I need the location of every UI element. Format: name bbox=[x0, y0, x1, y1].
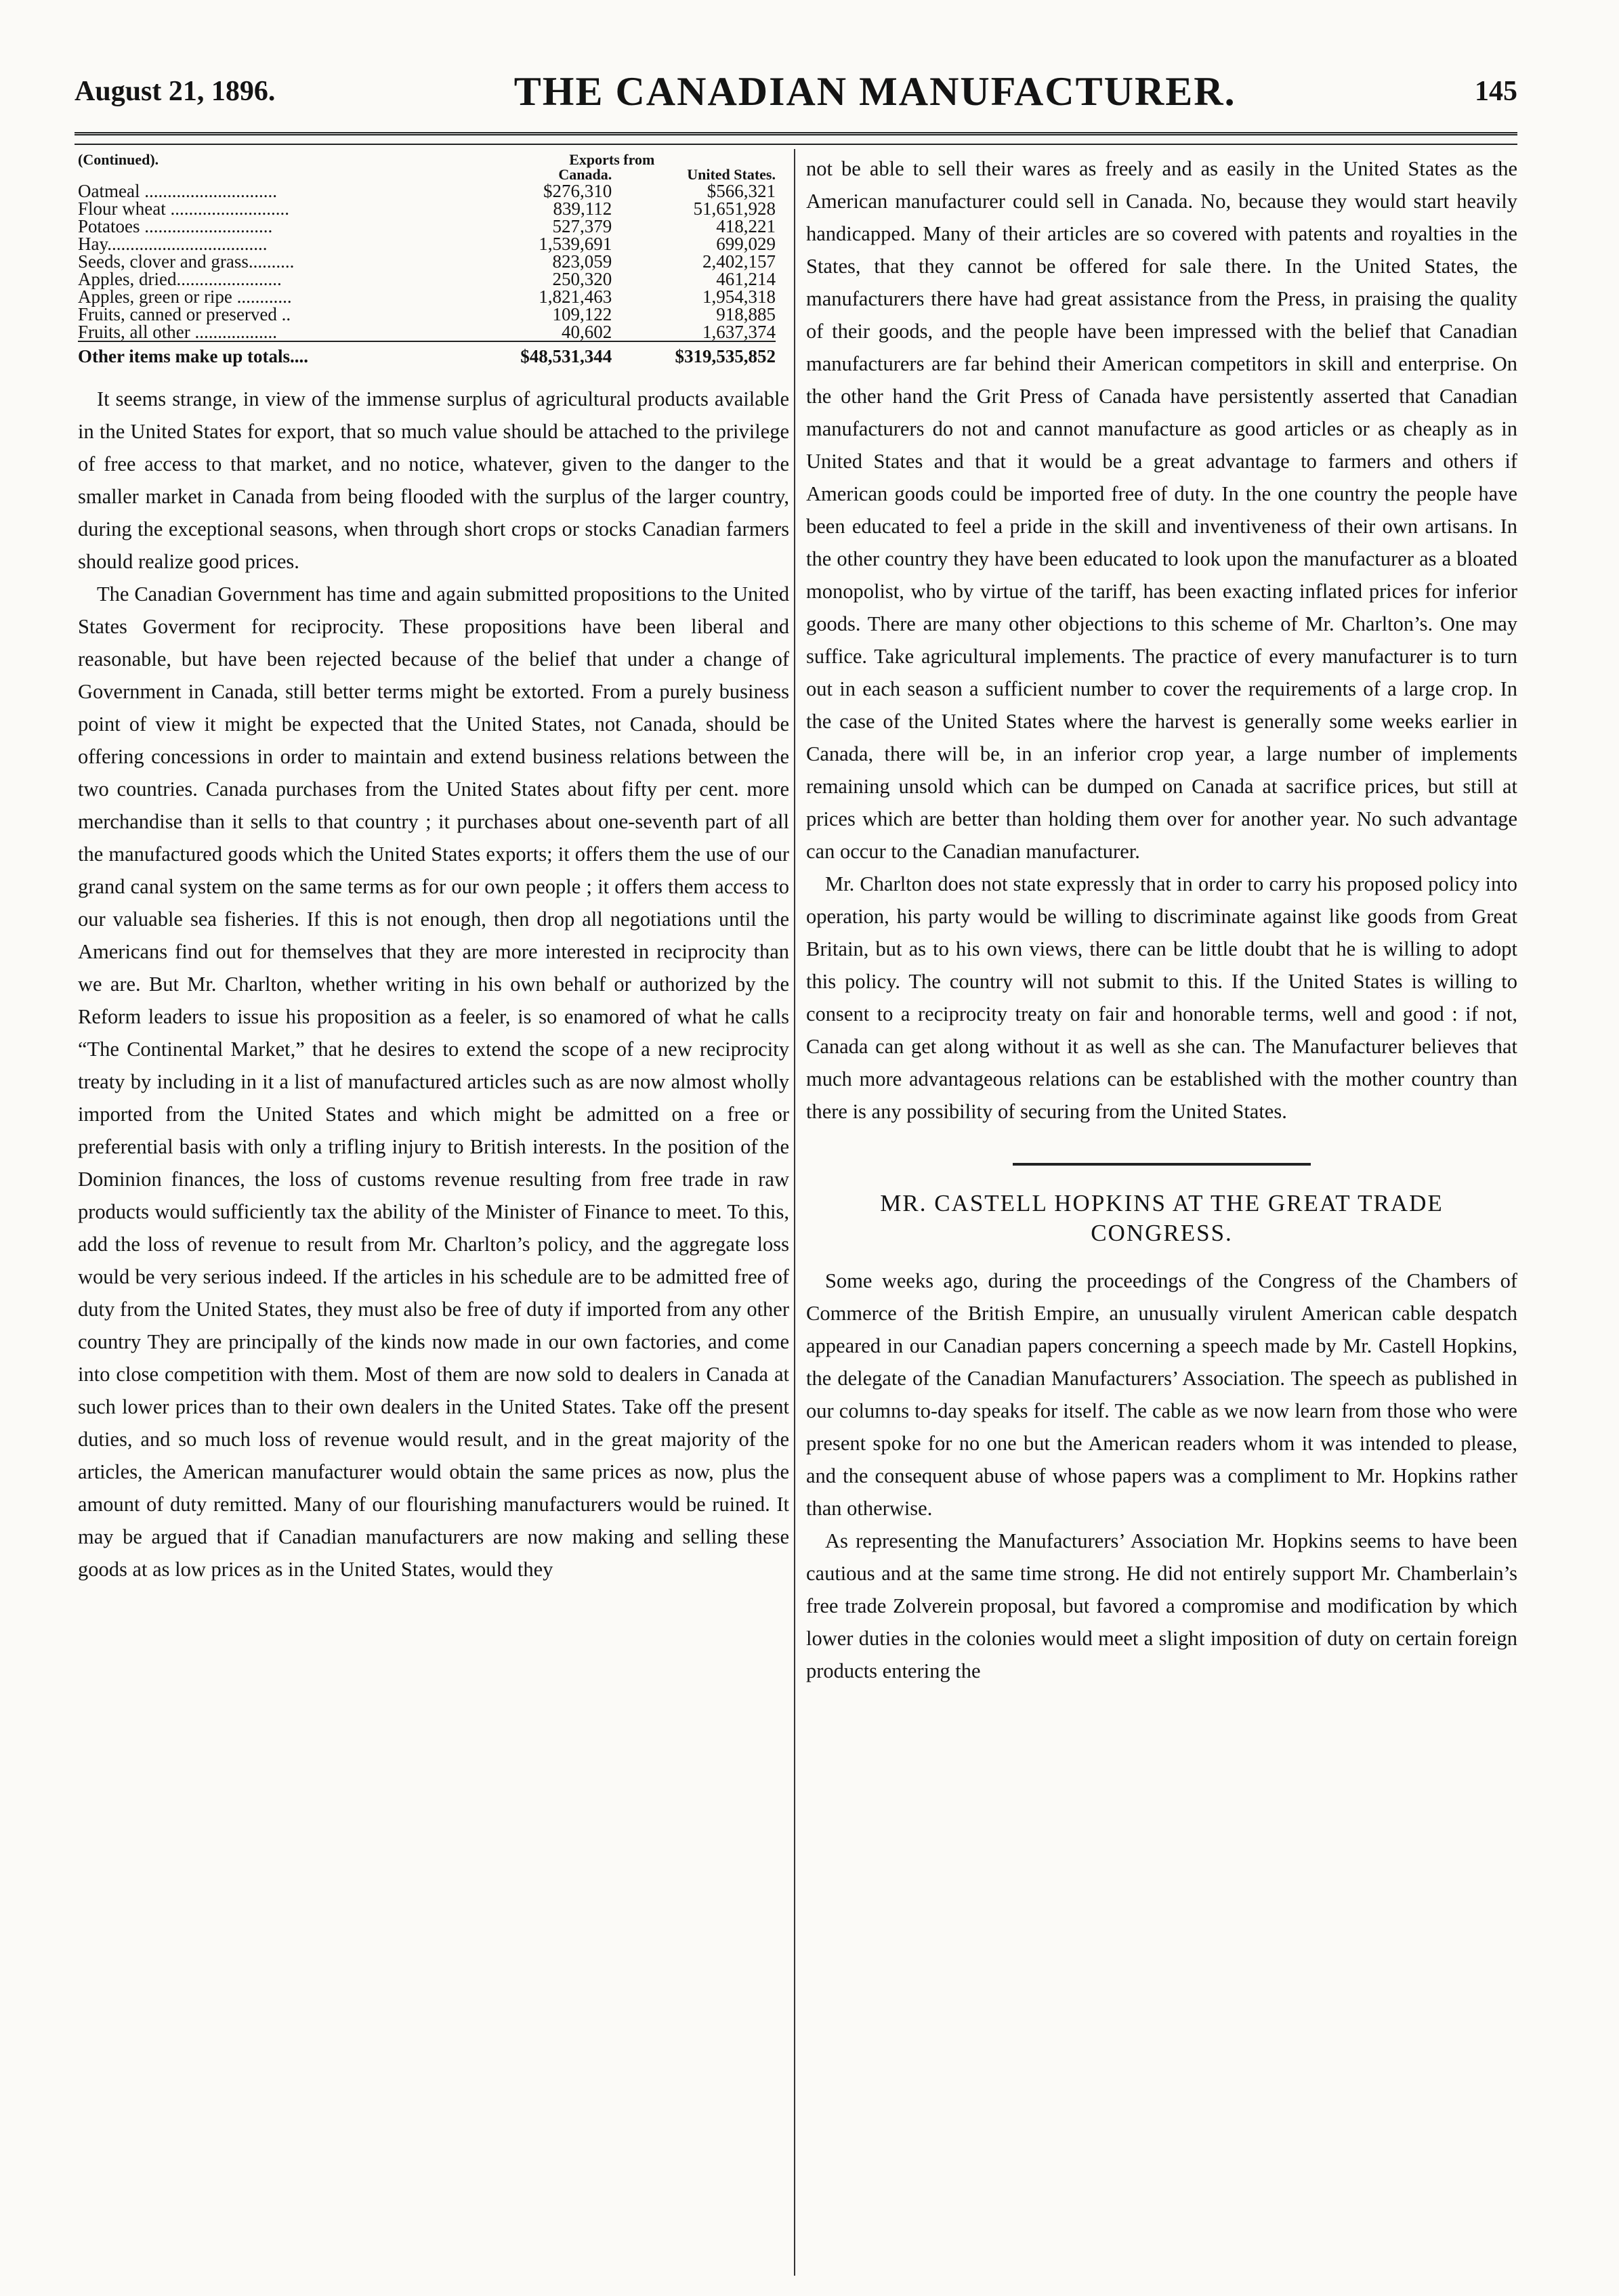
article-paragraph: As representing the Manufacturers’ Association Mr. Hopkins seems to have been cautious and at the same time strong. He did not entirely support Mr. Chamberlain’s free trade Zolverein proposal, but favored a compromise and modification by which lower duties in the colonies would meet a slight imposition of duty on certain foreign products entering the bbox=[806, 1529, 1517, 1682]
row-us-value: 51,651,928 bbox=[693, 198, 776, 219]
table-row bbox=[78, 270, 776, 288]
row-item-label: Oatmeal ............................. bbox=[78, 181, 277, 201]
row-canada-value: $276,310 bbox=[543, 181, 612, 201]
table-row bbox=[78, 235, 776, 253]
row-item-label: Hay................................... bbox=[78, 234, 268, 254]
row-us-value: 418,221 bbox=[716, 216, 776, 236]
article-headline: MR. CASTELL HOPKINS AT THE GREAT TRADE CONGRESS. bbox=[880, 1190, 1444, 1246]
table-row bbox=[78, 288, 776, 305]
row-item-label: Flour wheat .......................... bbox=[78, 198, 289, 219]
col-header-us: United States. bbox=[687, 166, 776, 183]
article-separator bbox=[1013, 1163, 1311, 1166]
totals-canada: $48,531,344 bbox=[520, 346, 612, 366]
table-row bbox=[78, 253, 776, 270]
issue-date: August 21, 1896. bbox=[75, 76, 276, 107]
table-row bbox=[78, 182, 776, 200]
row-canada-value: 1,821,463 bbox=[539, 286, 612, 307]
body-paragraph: It seems strange, in view of the immense surplus of agricultural products available in the United States for export, that so much value should be attached to the privilege of free access to that market, and no notice, whatever, given to the danger to the smaller market in Canada from being flooded with the surplus of the larger country, during the exceptional seasons, when through short crops or stocks Canadian farmers should realize good prices. bbox=[78, 387, 789, 573]
row-canada-value: 527,379 bbox=[552, 216, 612, 236]
hopkins-article-text bbox=[806, 1264, 1517, 1687]
header-double-rule bbox=[75, 132, 1517, 140]
row-item-label: Fruits, all other .................. bbox=[78, 322, 277, 342]
table-row bbox=[78, 305, 776, 323]
totals-us: $319,535,852 bbox=[675, 346, 776, 366]
body-paragraph: The Canadian Government has time and again submitted propositions to the United States Goverment for reciprocity. These propositions have been liberal and reasonable, but have been rejected because of the belief that under a change of Government in Canada, still better terms might be extorted. From a purely business point of view it might be expected that the United States, not Canada, should be offering concessions in order to maintain and extend business relations between the two countries. Canada purchases from the United States about fifty per cent. more merchandise than it sells to that country ; it purchases about one-seventh part of all the manufactured goods which the United States exports; it offers them the use of our grand canal system on the same terms as for our own people ; it offers them access to our valuable sea fisheries. If this is not enough, then drop all negotiations until the Americans find out for themselves that they are more interested in reciprocity than we are. But Mr. Charlton, whether writing in his own behalf or authorized by the Reform leaders to issue his proposition as a feeler, is so enamored of what he calls “The Continental Market,” that he desires to extend the scope of a new reciprocity treaty by including in it a list of manufactured articles such as are now almost wholly imported from the United States and which might be admitted on a free or preferential basis with only a trifling injury to British interests. In the position of the Dominion finances, the loss of customs revenue resulting from free trade in raw products would sufficiently tax the ability of the Minister of Finance to meet. To this, add the loss of revenue to result from Mr. Charlton’s policy, and the aggregate loss would be very serious indeed. If the articles in his schedule are to be admitted free of duty from the United States, they must also be free of duty if imported from any other country They are principally of the kinds now made in our own factories, and come into close competition with them. Most of them are now sold to dealers in Canada at such lower prices than to their own dealers in the United States. Take off the present duties, and so much loss of revenue would result, and in the great majority of the articles, the American manufacturer would obtain the same prices as now, plus the amount of duty remitted. Many of our flourishing manufacturers would be ruined. It may be argued that if Canadian manufacturers are now making and selling these goods at as low prices as in the United States, would they bbox=[78, 582, 789, 1581]
table-continued-label: (Continued). bbox=[78, 151, 159, 168]
table-row bbox=[78, 323, 776, 341]
page-header bbox=[75, 64, 1517, 119]
row-canada-value: 40,602 bbox=[562, 322, 612, 342]
row-item-label: Seeds, clover and grass.......... bbox=[78, 251, 295, 272]
table-group-heading: Exports from bbox=[569, 151, 655, 168]
body-paragraph: not be able to sell their wares as freely and as easily in the United States as the American manufacturer could sell in Canada. No, because they would start heavily handicapped. Many of their articles are so covered with patents and royalties in the States, that they cannot be offered for sale there. In the United States, the manufacturers there have had great assistance from the Press, in praising the quality of their goods, and the people have been impressed with the belief that Canadian manufacturers are far behind their American competitors in skill and enterprise. On the other hand the Grit Press of Canada have persistently asserted that Canadian manufacturers do not and cannot manufacture as good articles or as cheaply as in United States and that it would be a great advantage to farmers and others if American goods could be imported free of duty. In the one country the people have been educated to feel a pride in the skill and inventiveness of their own artisans. In the other country they have been educated to look upon the manufacturer as a bloated monopolist, who by virtue of the tariff, has been exacting inflated prices for inferior goods. There are many other objections to this scheme of Mr. Charlton’s. One may suffice. Take agricultural implements. The practice of every manufacturer is to turn out in each season a sufficient number to cover the requirements of a large crop. In the case of the United States where the harvest is generally some weeks earlier in Canada, there will be, in an inferior crop year, a large number of implements remaining unsold which can be dumped on Canada at sacrifice prices, but still at prices which are better than holding them over for another year. No such advantage can occur to the Canadian manufacturer. bbox=[806, 157, 1517, 863]
row-us-value: 1,954,318 bbox=[702, 286, 776, 307]
totals-label: Other items make up totals.... bbox=[78, 346, 308, 366]
article-paragraph: Some weeks ago, during the proceedings of the Congress of the Chambers of Commerce of the British Empire, an unusually virulent American cable despatch appeared in our Canadian papers concerning a speech made by Mr. Castell Hopkins, the delegate of the Canadian Manufacturers’ Association. The speech as published in our columns to-day speaks for itself. The cable as we now learn from those who were present spoke for no one but the American readers whom it was intended to please, and the consequent abuse of whose papers was a compliment to Mr. Hopkins rather than otherwise. bbox=[806, 1269, 1517, 1520]
header-rule bbox=[75, 144, 1517, 145]
col-header-canada: Canada. bbox=[558, 166, 612, 183]
table-row bbox=[78, 217, 776, 235]
left-column bbox=[78, 152, 789, 1586]
row-us-value: $566,321 bbox=[707, 181, 776, 201]
table-row bbox=[78, 200, 776, 217]
right-column bbox=[806, 152, 1517, 1687]
row-item-label: Potatoes ............................ bbox=[78, 216, 273, 236]
row-us-value: 918,885 bbox=[716, 304, 776, 324]
row-canada-value: 839,112 bbox=[553, 198, 612, 219]
table-body bbox=[78, 182, 776, 365]
totals-row bbox=[78, 342, 776, 365]
left-article-text bbox=[78, 383, 789, 1586]
row-canada-value: 823,059 bbox=[552, 251, 612, 272]
row-canada-value: 1,539,691 bbox=[539, 234, 612, 254]
row-item-label: Apples, dried....................... bbox=[78, 269, 282, 289]
row-canada-value: 109,122 bbox=[552, 304, 612, 324]
row-item-label: Apples, green or ripe ............ bbox=[78, 286, 292, 307]
row-canada-value: 250,320 bbox=[552, 269, 612, 289]
row-us-value: 699,029 bbox=[716, 234, 776, 254]
row-item-label: Fruits, canned or preserved .. bbox=[78, 304, 291, 324]
body-paragraph: Mr. Charlton does not state expressly that in order to carry his proposed policy into operation, his party would be willing to discriminate against like goods from Great Britain, but as to his own views, there can be little doubt that he is willing to adopt this policy. The country will not submit to this. If the United States is willing to consent to a reciprocity treaty on fair and honorable terms, well and good : if not, Canada can get along without it as well as she can. The Manufacturer believes that much more advantageous relations can be established with the mother country than there is any possibility of securing from the United States. bbox=[806, 872, 1517, 1123]
page-number: 145 bbox=[1475, 76, 1517, 107]
exports-table bbox=[78, 152, 789, 365]
right-article-text bbox=[806, 152, 1517, 1128]
row-us-value: 1,637,374 bbox=[702, 322, 776, 342]
column-divider bbox=[794, 149, 795, 2276]
publication-title: THE CANADIAN MANUFACTURER. bbox=[513, 68, 1236, 114]
row-us-value: 461,214 bbox=[716, 269, 776, 289]
row-us-value: 2,402,157 bbox=[702, 251, 776, 272]
